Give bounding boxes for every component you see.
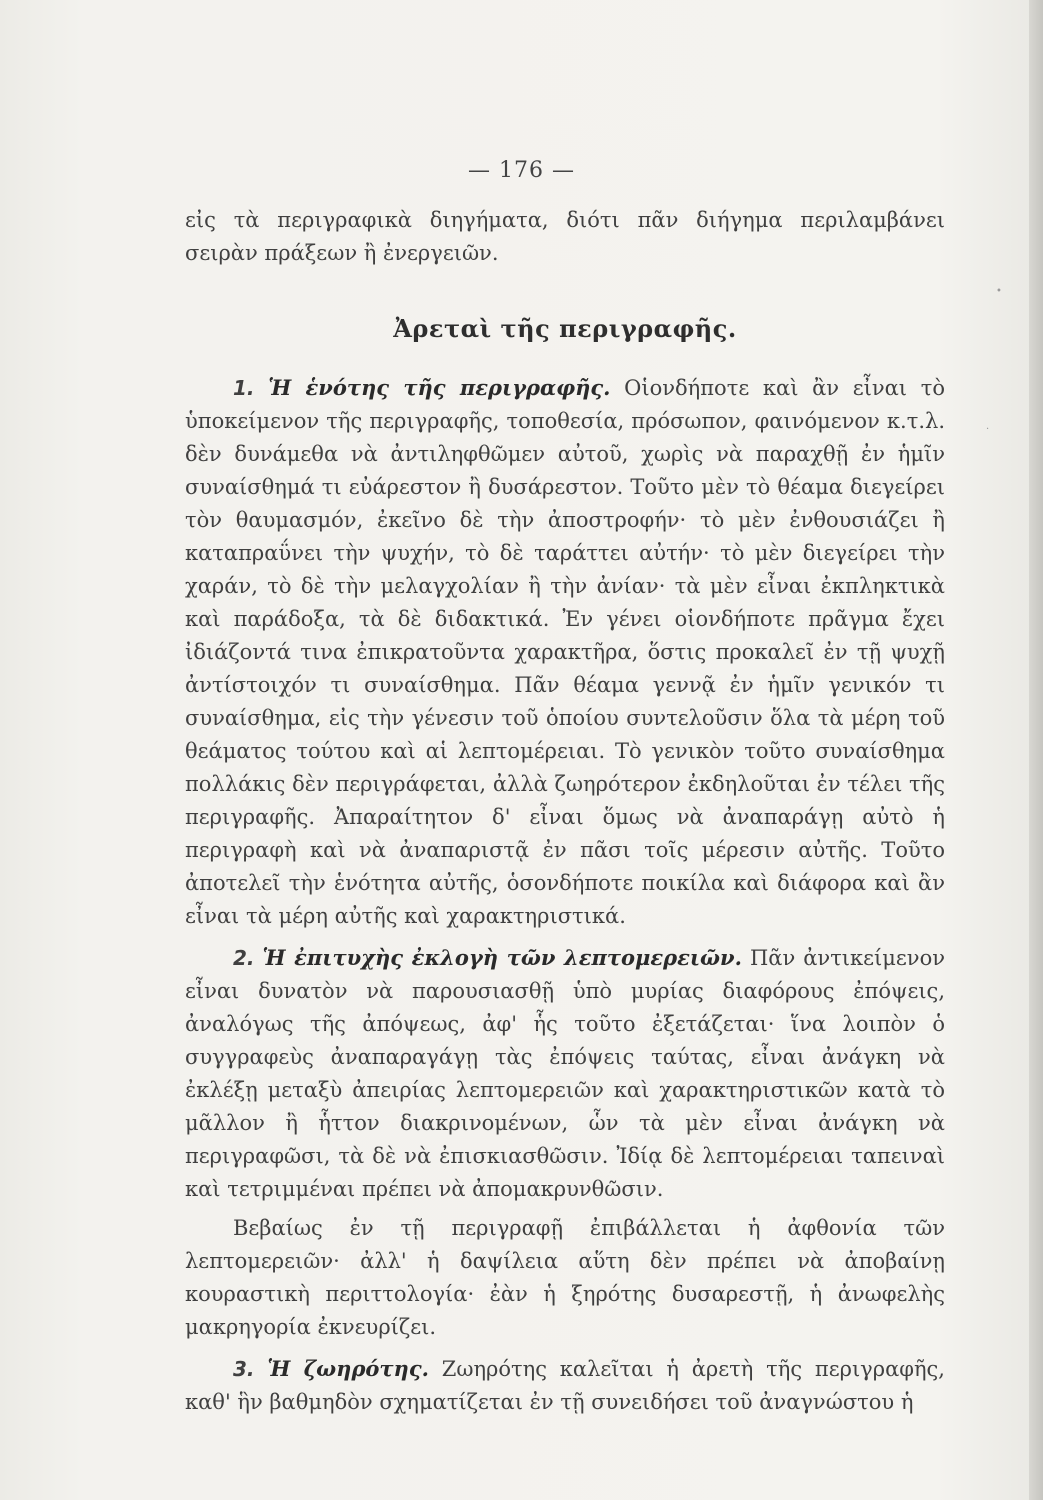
page-number: — 176 — (468, 158, 575, 183)
section-number: 1. (233, 376, 255, 400)
scan-speck: • (996, 286, 1002, 297)
section-title: Ἡ ζωηρότης. (267, 1356, 429, 1381)
page-body (185, 204, 945, 1419)
section-text: Πᾶν ἀντικείμενον εἶναι δυνατὸν νὰ παρουσιασθῇ ὑπὸ μυρίας διαφόρους ἐπόψεις, ἀναλόγως τῆς ἀπόψεως, ἀφ' ἧς τοῦτο ἐξετάζεται· ἵνα λοιπὸν ὁ συγγραφεὺς ἀναπαραγάγῃ τὰς ἐπόψεις ταύτας, εἶναι ἀνάγκη νὰ ἐκλέξῃ μεταξὺ ἀπειρίας λεπτομερειῶν καὶ χαρακτηριστικῶν κατὰ τὸ μᾶλλον ἢ ἧττον διακρινομένων, ὧν τὰ μὲν εἶναι ἀνάγκη νὰ περιγραφῶσι, τὰ δὲ νὰ ἐπισκιασθῶσιν. Ἰδίᾳ δὲ λεπτομέρειαι ταπειναὶ καὶ τετριμμέναι πρέπει νὰ ἀπομακρυνθῶσιν. (185, 946, 945, 1201)
section-heading: Ἀρεταὶ τῆς περιγραφῆς. (393, 314, 737, 343)
section-2 (185, 941, 945, 1206)
intro-paragraph: εἰς τὰ περιγραφικὰ διηγήματα, διότι πᾶν διήγημα περιλαμβάνει σειρὰν πράξεων ἢ ἐνεργειῶν. (185, 208, 945, 265)
section-2-followup: Βεβαίως ἐν τῇ περιγραφῇ ἐπιβάλλεται ἡ ἀφθονία τῶν λεπτομερειῶν· ἀλλ' ἡ δαψίλεια αὕτη δὲν πρέπει νὰ ἀποβαίνῃ κουραστικὴ περιττολογία· ἐὰν ἡ ξηρότης δυσαρεστῇ, ἡ ἀνωφελὴς μακρηγορία ἐκνευρίζει. (185, 1216, 945, 1339)
section-title: Ἡ ἑνότης τῆς περιγραφῆς. (268, 375, 611, 400)
section-text: Οἱονδήποτε καὶ ἂν εἶναι τὸ ὑποκείμενον τῆς περιγραφῆς, τοποθεσία, πρόσωπον, φαινόμενον κ.τ.λ. δὲν δυνάμεθα νὰ ἀντιληφθῶμεν αὐτοῦ, χωρὶς νὰ παραχθῇ ἐν ἡμῖν συναίσθημά τι εὐάρεστον ἢ δυσάρεστον. Τοῦτο μὲν τὸ θέαμα διεγείρει τὸν θαυμασμόν, ἐκεῖνο δὲ τὴν ἀποστροφήν· τὸ μὲν ἐνθουσιάζει ἢ καταπραΰνει τὴν ψυχήν, τὸ δὲ ταράττει αὐτήν· τὸ μὲν διεγείρει τὴν χαράν, τὸ δὲ τὴν μελαγχολίαν ἢ τὴν ἀνίαν· τὰ μὲν εἶναι ἐκπληκτικὰ καὶ παράδοξα, τὰ δὲ διδακτικά. Ἐν γένει οἱονδήποτε πρᾶγμα ἔχει ἰδιάζοντά τινα ἐπικρατοῦντα χαρακτῆρα, ὅστις προκαλεῖ ἐν τῇ ψυχῇ ἀντίστοιχόν τι συναίσθημα. Πᾶν θέαμα γεννᾷ ἐν ἡμῖν γενικόν τι συναίσθημα, εἰς τὴν γένεσιν τοῦ ὁποίου συντελοῦσιν ὅλα τὰ μέρη τοῦ θεάματος τούτου καὶ αἱ λεπτομέρειαι. Τὸ γενικὸν τοῦτο συναίσθημα πολλάκις δὲν περιγράφεται, ἀλλὰ ζωηρότερον ἐκδηλοῦται ἐν τέλει τῆς περιγραφῆς. Ἀπαραίτητον δ' εἶναι ὅμως νὰ ἀναπαράγῃ αὐτὸ ἡ περιγραφὴ καὶ νὰ ἀναπαριστᾷ ἐν πᾶσι τοῖς μέρεσιν αὐτῆς. Τοῦτο ἀποτελεῖ τὴν ἑνότητα αὐτῆς, ὁσονδήποτε ποικίλα καὶ διάφορα καὶ ἂν εἶναι τὰ μέρη αὐτῆς καὶ χαρακτηριστικά. (185, 376, 945, 928)
section-3 (185, 1352, 945, 1419)
section-1 (185, 371, 945, 933)
section-number: 3. (233, 1357, 255, 1381)
section-title: Ἡ ἐπιτυχὴς ἐκλογὴ τῶν λεπτομερειῶν. (262, 945, 742, 970)
page-edge-shadow (1029, 0, 1043, 1500)
section-number: 2. (233, 946, 255, 970)
scan-speck: · (986, 424, 990, 435)
section-text: Ζωηρότης καλεῖται ἡ ἀρετὴ τῆς περιγραφῆς, καθ' ἣν βαθμηδὸν σχηματίζεται ἐν τῇ συνειδήσει τοῦ ἀναγνώστου ἡ (185, 1357, 945, 1414)
